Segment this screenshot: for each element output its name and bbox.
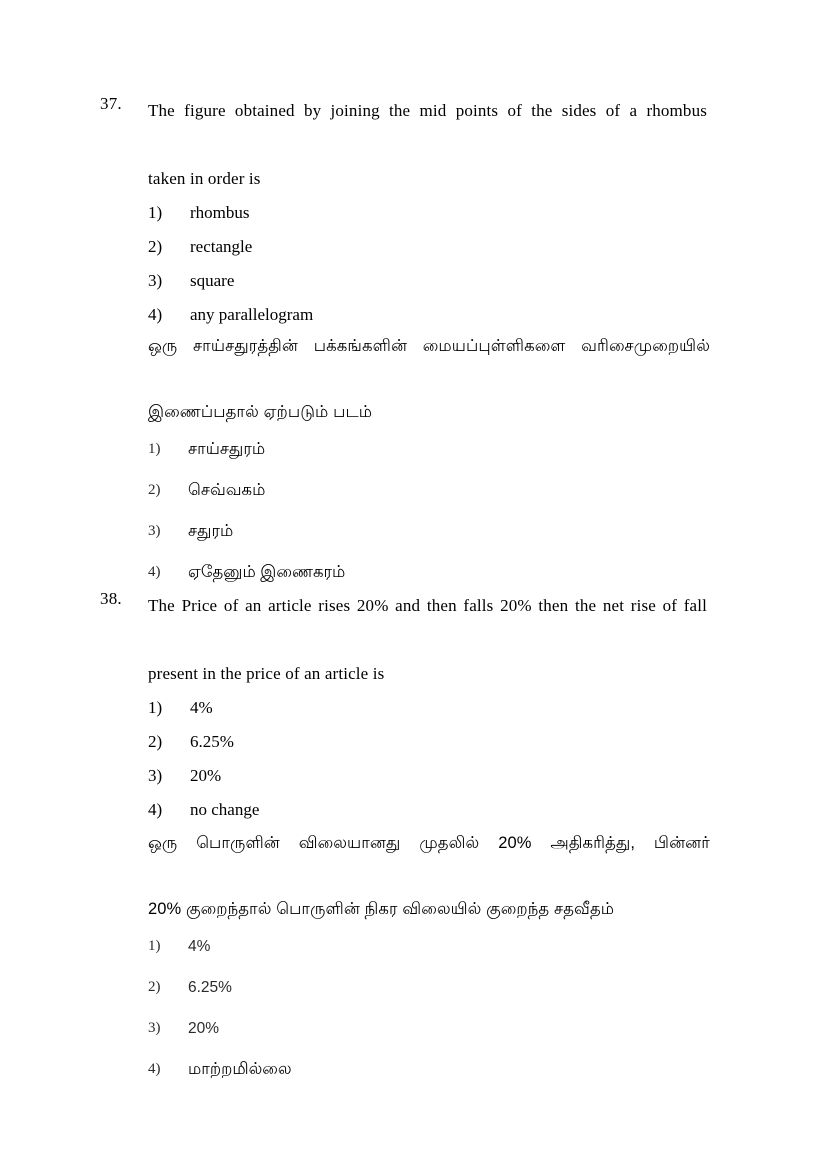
question-38-options-tamil xyxy=(0,926,827,1090)
option-row[interactable] xyxy=(0,196,827,230)
question-38-number: 38. xyxy=(100,589,122,608)
option-number: 1) xyxy=(148,938,161,954)
option-row[interactable] xyxy=(0,926,827,967)
question-37-stem-english xyxy=(0,94,827,196)
question-38-options-english xyxy=(0,691,827,827)
question-37-stem-tamil xyxy=(0,330,827,429)
option-row[interactable] xyxy=(0,725,827,759)
option-label: square xyxy=(190,271,235,290)
question-38-tamil xyxy=(0,827,827,1090)
option-label: மாற்றமில்லை xyxy=(188,1060,292,1078)
option-row[interactable] xyxy=(0,1008,827,1049)
question-37-stem-line-1: The figure obtained by joining the mid points of the sides of a rhombus xyxy=(148,101,707,120)
option-number: 3) xyxy=(148,523,161,539)
option-number: 3) xyxy=(148,271,163,290)
option-label: any parallelogram xyxy=(190,305,314,324)
question-37-tamil-line-2: இணைப்பதால் ஏற்படும் படம் xyxy=(148,403,373,421)
option-row[interactable] xyxy=(0,511,827,552)
option-number: 1) xyxy=(148,441,161,457)
option-number: 1) xyxy=(148,698,163,717)
option-row[interactable] xyxy=(0,793,827,827)
question-38-stem-line-1: The Price of an article rises 20% and then falls 20% then the net rise of fall xyxy=(148,596,707,615)
question-37-tamil-line-1: ஒரு சாய்சதுரத்தின் பக்கங்களின் மையப்புள்ளிகளை வரிசைமுறையில் xyxy=(148,337,710,355)
option-row[interactable] xyxy=(0,967,827,1008)
question-37 xyxy=(0,94,827,332)
option-label: 6.25% xyxy=(190,732,234,751)
question-38-stem-line-2: present in the price of an article is xyxy=(148,664,385,683)
option-label: no change xyxy=(190,800,260,819)
option-number: 4) xyxy=(148,1061,161,1077)
option-number: 1) xyxy=(148,203,163,222)
option-row[interactable] xyxy=(0,264,827,298)
option-row[interactable] xyxy=(0,1049,827,1090)
option-number: 4) xyxy=(148,800,163,819)
option-row[interactable] xyxy=(0,470,827,511)
option-label: சாய்சதுரம் xyxy=(188,440,266,458)
option-number: 2) xyxy=(148,732,163,751)
option-number: 3) xyxy=(148,1020,161,1036)
option-label: 6.25% xyxy=(188,979,232,996)
question-37-stem-line-2: taken in order is xyxy=(148,169,261,188)
question-38-stem-tamil xyxy=(0,827,827,926)
option-label: செவ்வகம் xyxy=(188,481,266,499)
option-row[interactable] xyxy=(0,552,827,593)
option-row[interactable] xyxy=(0,429,827,470)
option-label: 20% xyxy=(190,766,222,785)
option-number: 3) xyxy=(148,766,163,785)
question-37-options-english xyxy=(0,196,827,332)
option-number: 4) xyxy=(148,564,161,580)
option-number: 2) xyxy=(148,482,161,498)
question-38-tamil-line-1: ஒரு பொருளின் விலையானது முதலில் 20% அதிகரித்து, பின்னர் xyxy=(148,834,710,852)
question-37-options-tamil xyxy=(0,429,827,593)
option-row[interactable] xyxy=(0,691,827,725)
option-row[interactable] xyxy=(0,298,827,332)
option-number: 4) xyxy=(148,305,163,324)
option-label: 20% xyxy=(188,1020,220,1037)
question-37-tamil xyxy=(0,330,827,593)
question-38-stem-english xyxy=(0,589,827,691)
option-label: 4% xyxy=(188,938,211,955)
option-label: ஏதேனும் இணைகரம் xyxy=(188,563,346,581)
option-number: 2) xyxy=(148,979,161,995)
option-label: சதுரம் xyxy=(188,522,234,540)
option-row[interactable] xyxy=(0,230,827,264)
question-38 xyxy=(0,589,827,827)
question-38-tamil-line-2: 20% குறைந்தால் பொருளின் நிகர விலையில் குறைந்த சதவீதம் xyxy=(148,900,615,918)
option-label: rhombus xyxy=(190,203,250,222)
option-label: 4% xyxy=(190,698,213,717)
option-number: 2) xyxy=(148,237,163,256)
option-label: rectangle xyxy=(190,237,253,256)
option-row[interactable] xyxy=(0,759,827,793)
question-37-number: 37. xyxy=(100,94,122,113)
